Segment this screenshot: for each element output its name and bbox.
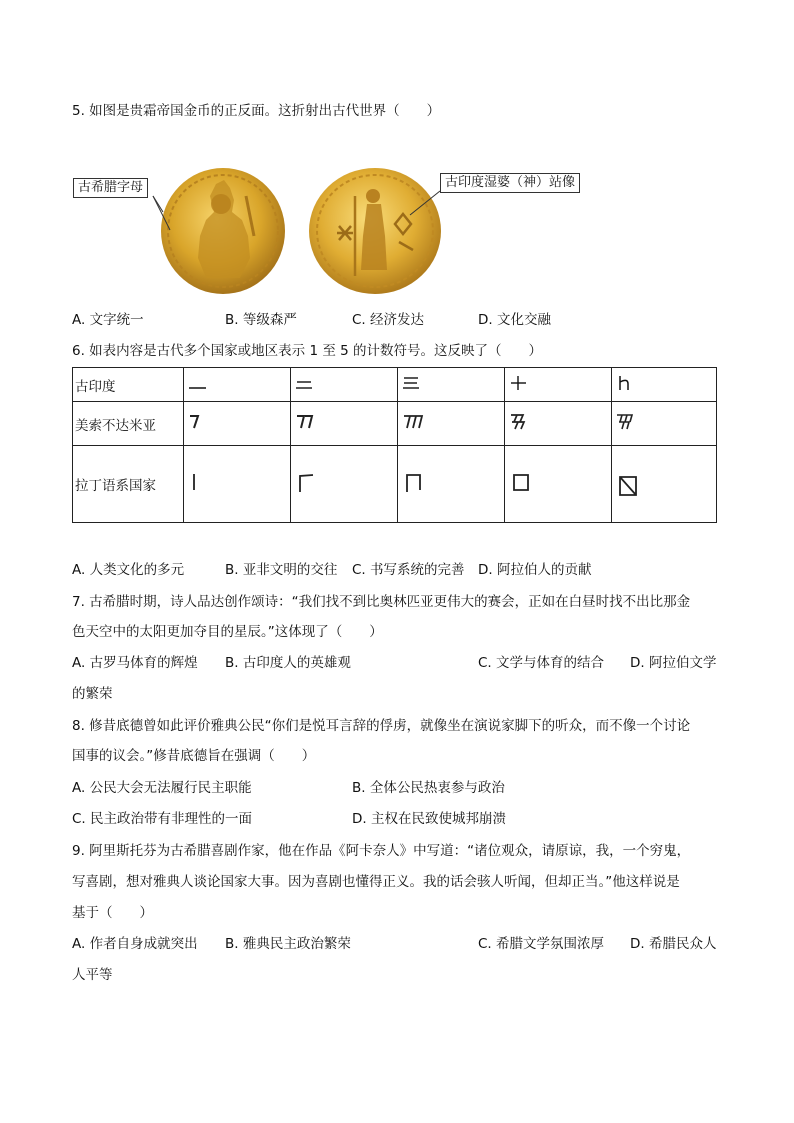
q9-option-d-wrap: 人平等 bbox=[72, 967, 113, 983]
q6-option-d: D. 阿拉伯人的贡献 bbox=[478, 562, 592, 578]
symbol-5 bbox=[612, 368, 717, 402]
symbol-3 bbox=[398, 402, 505, 446]
symbol-2 bbox=[291, 446, 398, 523]
q7-stem-line-2: 色天空中的太阳更加夺目的星辰。”这体现了（ ） bbox=[72, 624, 383, 640]
callout-lines bbox=[0, 0, 794, 400]
q5-option-d: D. 文化交融 bbox=[478, 312, 551, 328]
symbol-4 bbox=[505, 368, 612, 402]
q9-stem-line-1: 9. 阿里斯托芬为古希腊喜剧作家，他在作品《阿卡奈人》中写道：“诸位观众，请原谅，我，一个穷鬼， bbox=[72, 843, 691, 859]
row-label: 古印度 bbox=[73, 368, 184, 402]
q9-option-d: D. 希腊民众人 bbox=[630, 936, 717, 952]
q7-option-a: A. 古罗马体育的辉煌 bbox=[72, 655, 198, 671]
q9-option-a: A. 作者自身成就突出 bbox=[72, 936, 198, 952]
q7-option-d-wrap: 的繁荣 bbox=[72, 686, 113, 702]
q6-stem: 6. 如表内容是古代多个国家或地区表示 1 至 5 的计数符号。这反映了（ ） bbox=[72, 343, 543, 359]
q6-option-a: A. 人类文化的多元 bbox=[72, 562, 185, 578]
symbol-5 bbox=[612, 446, 717, 523]
symbol-3 bbox=[398, 368, 505, 402]
q5-option-c: C. 经济发达 bbox=[352, 312, 425, 328]
q8-option-a: A. 公民大会无法履行民主职能 bbox=[72, 780, 252, 796]
q8-stem-line-1: 8. 修昔底德曾如此评价雅典公民“你们是悦耳言辞的俘虏，就像坐在演说家脚下的听众，而不像一个讨论 bbox=[72, 718, 691, 734]
label-greek-letters: 古希腊字母 bbox=[73, 178, 148, 198]
q7-option-d: D. 阿拉伯文学 bbox=[630, 655, 717, 671]
q5-stem: 5. 如图是贵霜帝国金币的正反面。这折射出古代世界（ ） bbox=[72, 103, 441, 119]
symbol-4 bbox=[505, 402, 612, 446]
q9-stem-line-2: 写喜剧，想对雅典人谈论国家大事。因为喜剧也懂得正义。我的话会骇人听闻，但却正当。”他这样说是 bbox=[72, 874, 680, 890]
q8-option-b: B. 全体公民热衷参与政治 bbox=[352, 780, 505, 796]
q7-option-c: C. 文学与体育的结合 bbox=[478, 655, 605, 671]
counting-symbols-table bbox=[72, 367, 717, 523]
symbol-4 bbox=[505, 446, 612, 523]
table-row-mesopotamia bbox=[73, 402, 717, 446]
q8-option-d: D. 主权在民致使城邦崩溃 bbox=[352, 811, 506, 827]
q8-option-c: C. 民主政治带有非理性的一面 bbox=[72, 811, 253, 827]
q5-option-a: A. 文字统一 bbox=[72, 312, 144, 328]
row-label: 拉丁语系国家 bbox=[73, 446, 184, 523]
q6-option-c: C. 书写系统的完善 bbox=[352, 562, 465, 578]
q8-stem-line-2: 国事的议会。”修昔底德旨在强调（ ） bbox=[72, 748, 316, 764]
symbol-1 bbox=[184, 368, 291, 402]
symbol-2 bbox=[291, 402, 398, 446]
symbol-1 bbox=[184, 402, 291, 446]
q9-option-b: B. 雅典民主政治繁荣 bbox=[225, 936, 351, 952]
q7-stem-line-1: 7. 古希腊时期，诗人品达创作颂诗：“我们找不到比奥林匹亚更伟大的赛会，正如在白昼时找不出比那金 bbox=[72, 594, 691, 610]
row-label: 美索不达米亚 bbox=[73, 402, 184, 446]
symbol-2 bbox=[291, 368, 398, 402]
symbol-5 bbox=[612, 402, 717, 446]
q9-stem-line-3: 基于（ ） bbox=[72, 905, 153, 921]
q7-option-b: B. 古印度人的英雄观 bbox=[225, 655, 351, 671]
label-shiva-figure: 古印度湿婆（神）站像 bbox=[440, 173, 580, 193]
table-row-india bbox=[73, 368, 717, 402]
symbol-3 bbox=[398, 446, 505, 523]
q5-option-b: B. 等级森严 bbox=[225, 312, 297, 328]
q6-option-b: B. 亚非文明的交往 bbox=[225, 562, 338, 578]
table-row-latin bbox=[73, 446, 717, 523]
q9-option-c: C. 希腊文学氛围浓厚 bbox=[478, 936, 605, 952]
symbol-1 bbox=[184, 446, 291, 523]
